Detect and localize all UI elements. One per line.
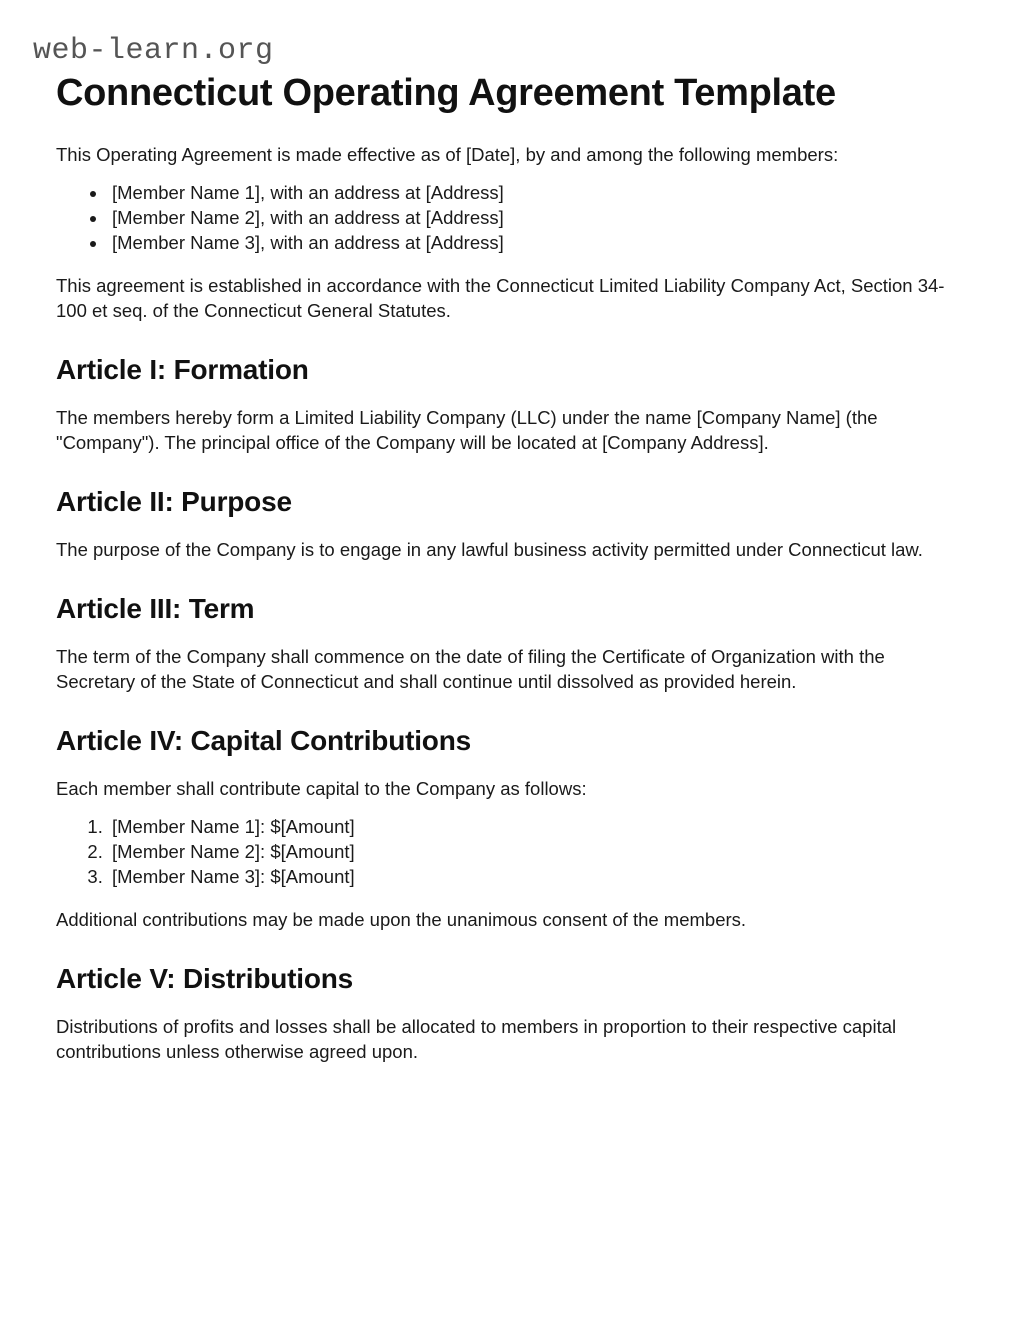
list-item: • [Member Name 2], with an address at [Address] <box>108 206 966 230</box>
list-item: 2. [Member Name 2]: $[Amount] <box>108 840 966 864</box>
article-heading-3: Article III: Term <box>56 593 255 624</box>
list-item: 1. [Member Name 1]: $[Amount] <box>108 815 966 839</box>
article-section-4 <box>56 724 966 932</box>
article-body-3: The term of the Company shall commence on the date of filing the Certificate of Organization with the Secretary of the State of Connecticut and shall continue until dissolved as provided herein. <box>56 646 885 692</box>
list-item: • [Member Name 1], with an address at [Address] <box>108 181 966 205</box>
document-content <box>56 70 966 1082</box>
list-item: 3. [Member Name 3]: $[Amount] <box>108 865 966 889</box>
article-section-5 <box>56 962 966 1064</box>
article-section-1 <box>56 353 966 455</box>
intro-paragraph: This Operating Agreement is made effective as of [Date], by and among the following members: <box>56 144 839 165</box>
article-body-2: The purpose of the Company is to engage in any lawful business activity permitted under Connecticut law. <box>56 539 923 560</box>
members-list <box>56 181 966 255</box>
capital-contributions-list <box>56 815 966 889</box>
article-heading-1: Article I: Formation <box>56 354 309 385</box>
list-item: • [Member Name 3], with an address at [Address] <box>108 231 966 255</box>
article-section-3 <box>56 592 966 694</box>
article-body-5: Distributions of profits and losses shall be allocated to members in proportion to their respective capital contributions unless otherwise agreed upon. <box>56 1016 897 1062</box>
article-heading-5: Article V: Distributions <box>56 963 354 994</box>
article-section-2 <box>56 485 966 562</box>
article-body-1: The members hereby form a Limited Liability Company (LLC) under the name [Company Name] (the "Company"). The principal office of the Company will be located at [Company Address]. <box>56 407 878 453</box>
statute-paragraph: This agreement is established in accordance with the Connecticut Limited Liability Company Act, Section 34-100 et seq. of the Connecticut General Statutes. <box>56 275 945 321</box>
article-heading-4: Article IV: Capital Contributions <box>56 725 471 756</box>
article-heading-2: Article II: Purpose <box>56 486 292 517</box>
site-logo: web-learn.org <box>33 34 274 68</box>
article-closing-4: Additional contributions may be made upon the unanimous consent of the members. <box>56 909 747 930</box>
article-body-4: Each member shall contribute capital to the Company as follows: <box>56 778 587 799</box>
page-title: Connecticut Operating Agreement Template <box>56 72 836 114</box>
